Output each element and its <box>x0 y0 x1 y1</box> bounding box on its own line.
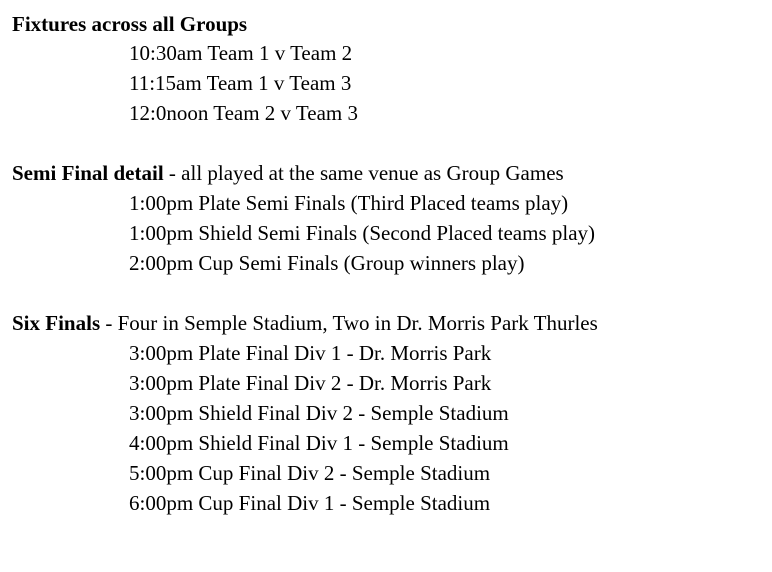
fixture-item: 4:00pm Shield Final Div 1 - Semple Stadium <box>129 431 509 455</box>
fixture-item: 1:00pm Plate Semi Finals (Third Placed teams play) <box>129 191 569 215</box>
section-note: - all played at the same venue as Group Games <box>163 161 564 185</box>
fixture-item: 5:00pm Cup Final Div 2 - Semple Stadium <box>129 461 491 485</box>
fixture-item: 6:00pm Cup Final Div 1 - Semple Stadium <box>129 491 491 515</box>
fixture-item: 3:00pm Plate Final Div 2 - Dr. Morris Park <box>129 371 492 395</box>
section-heading: Fixtures across all Groups <box>12 12 248 36</box>
section-group-fixtures <box>12 10 762 128</box>
section-note: - Four in Semple Stadium, Two in Dr. Morris Park Thurles <box>100 311 598 335</box>
section-heading: Six Finals <box>12 311 101 335</box>
fixture-item: 10:30am Team 1 v Team 2 <box>129 41 353 65</box>
fixture-item: 2:00pm Cup Semi Finals (Group winners play) <box>129 251 525 275</box>
section-semi-finals <box>12 158 762 278</box>
section-heading-line <box>12 158 762 188</box>
section-heading-line <box>12 10 762 38</box>
fixture-item: 11:15am Team 1 v Team 3 <box>129 71 352 95</box>
section-heading: Semi Final detail <box>12 161 164 185</box>
section-finals <box>12 308 762 518</box>
fixture-item: 12:0noon Team 2 v Team 3 <box>129 101 359 125</box>
section-heading-line <box>12 308 762 338</box>
fixture-item: 1:00pm Shield Semi Finals (Second Placed teams play) <box>129 221 596 245</box>
fixture-item: 3:00pm Shield Final Div 2 - Semple Stadium <box>129 401 509 425</box>
fixtures-document <box>12 10 762 518</box>
fixture-item: 3:00pm Plate Final Div 1 - Dr. Morris Park <box>129 341 492 365</box>
